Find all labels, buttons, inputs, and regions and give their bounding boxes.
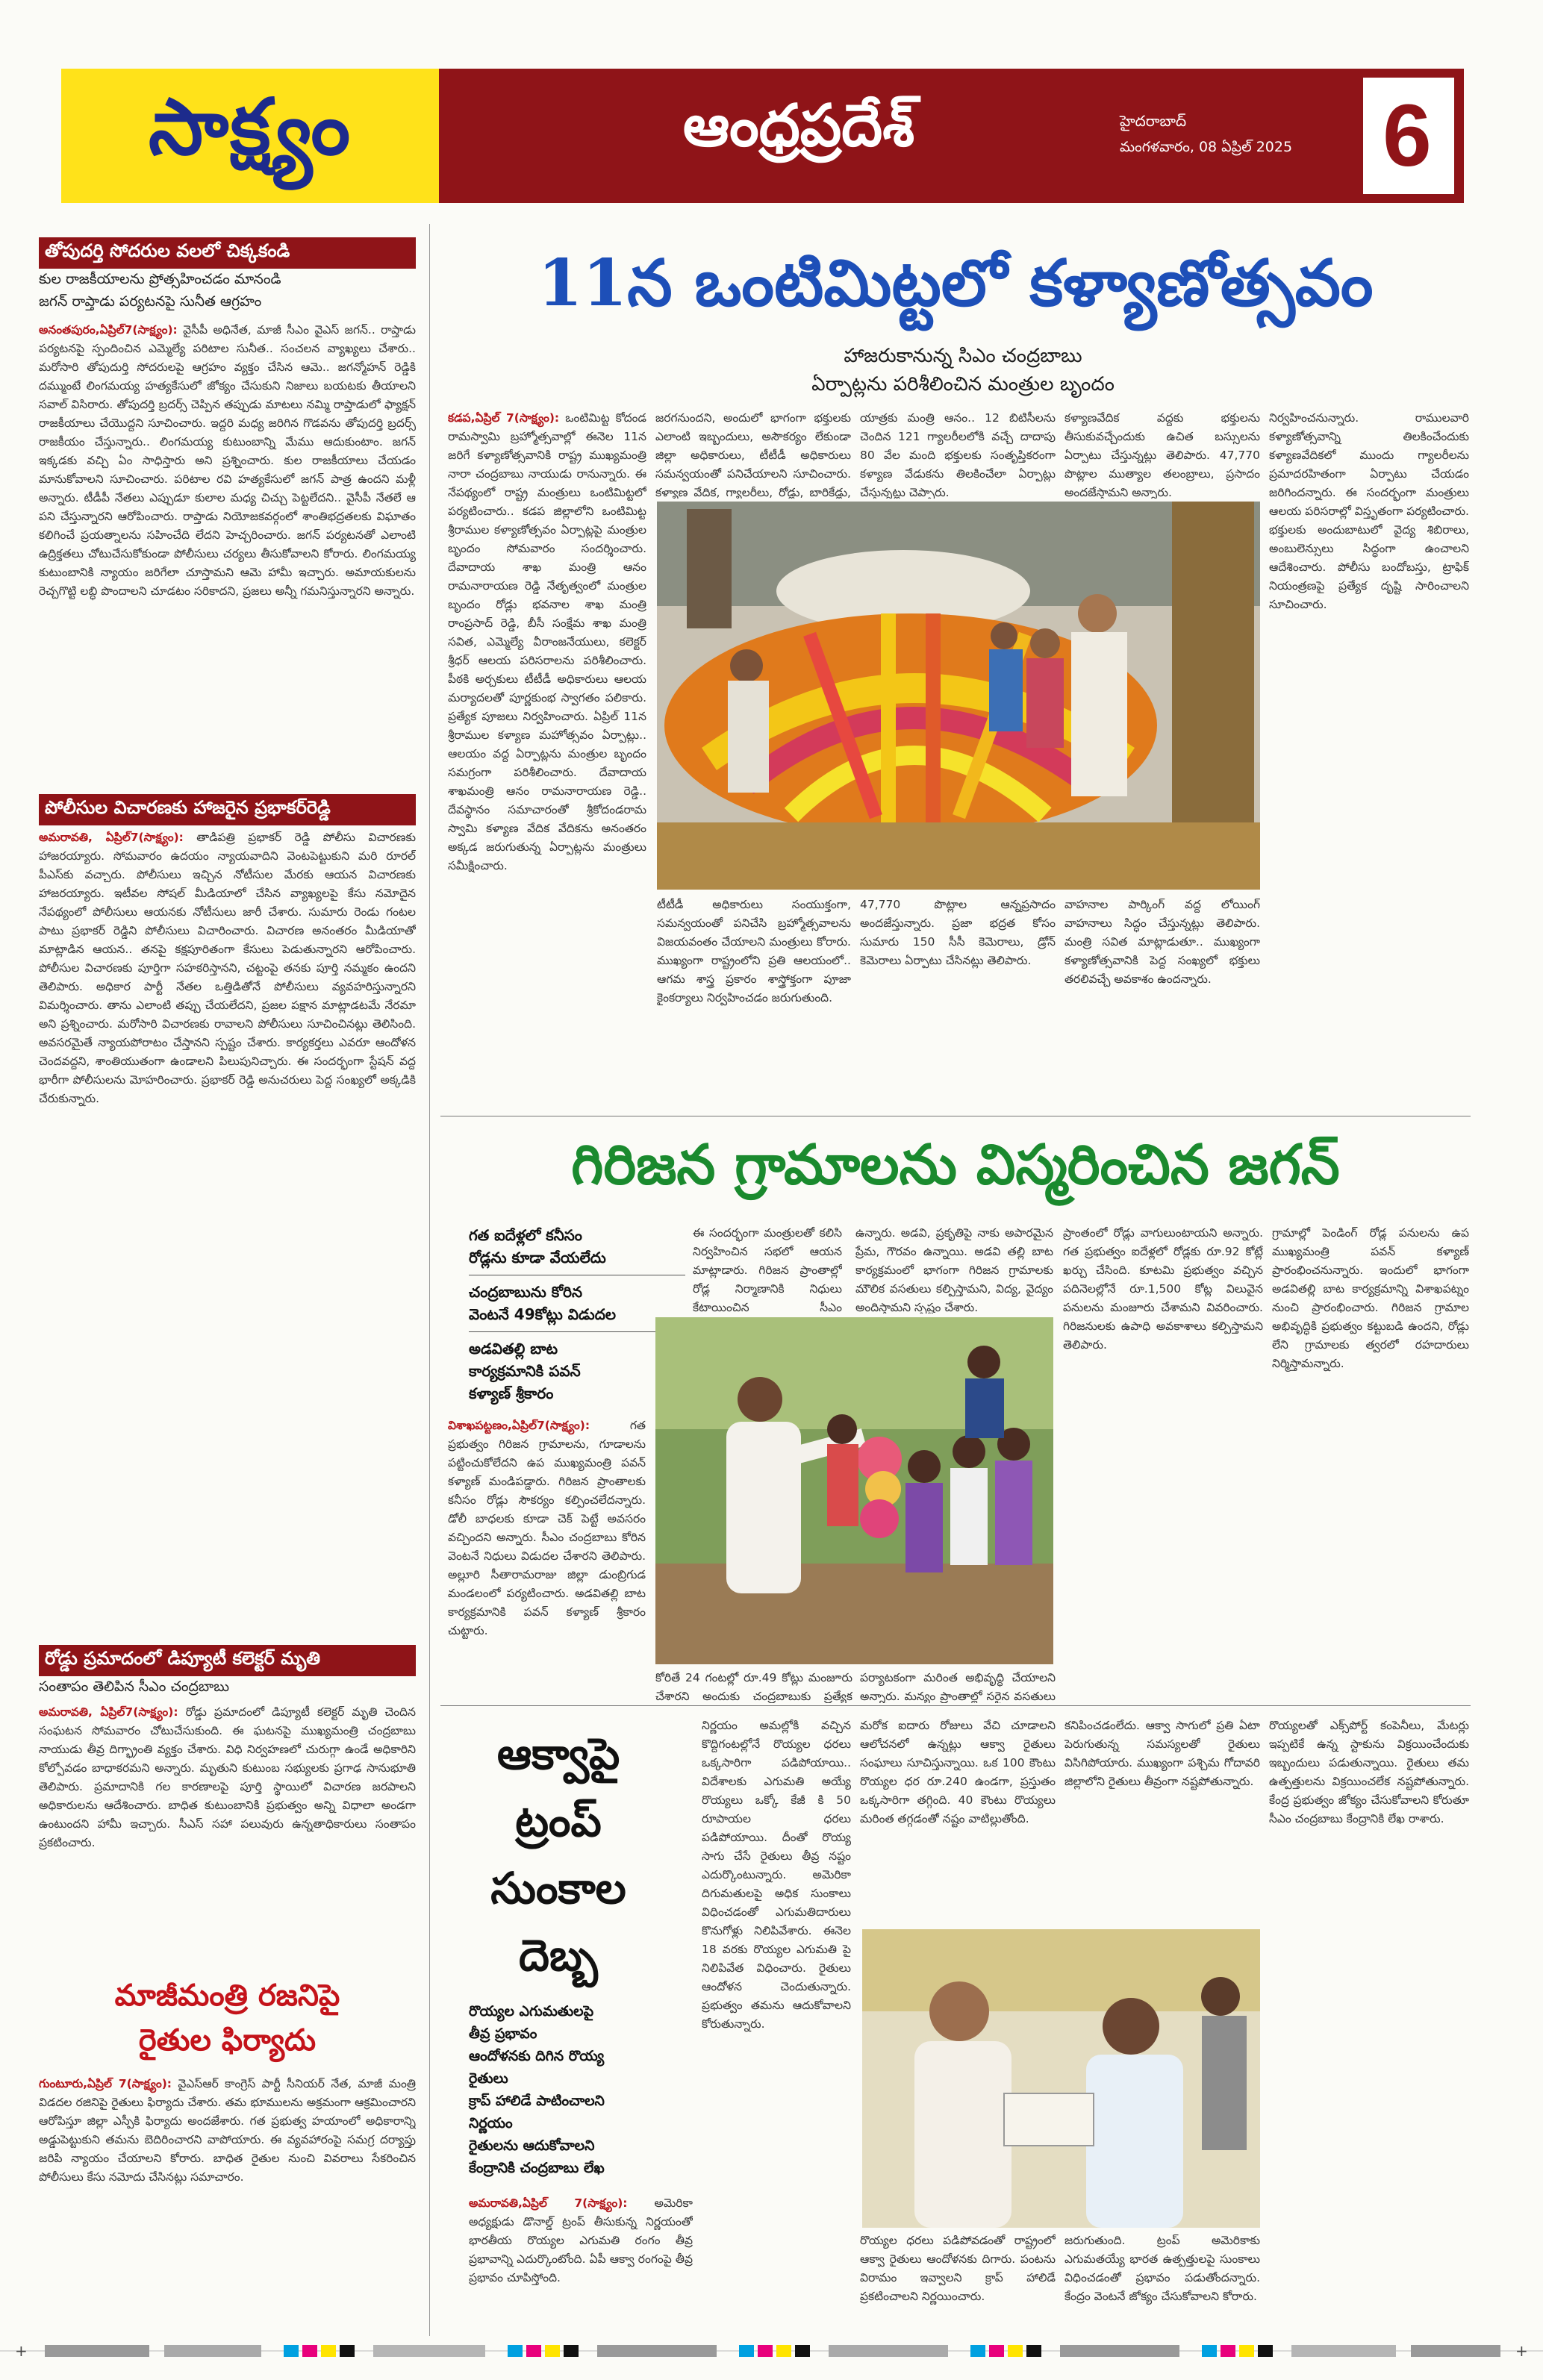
left-story2-dateline: అమరావతి, ఏప్రిల్7(సాక్ష్యం): — [39, 831, 184, 844]
left-story3-dateline: అమరావతి, ఏప్రిల్7(సాక్ష్యం): — [39, 1705, 178, 1719]
left-story4-text: వైఎస్ఆర్ కాంగ్రెస్ పార్టీ సీనియర్ నేత, మాజీ మంత్రి విడదల రజినిపై రైతులు ఫిర్యాదు చేశారు. తమ భూములను అక్రమంగా ఆక్రమించారని ఆరోపిస్తూ జిల్లా ఎస్పీకి ఫిర్యాదు అందజేశారు. గత ప్రభుత్వ హయాంలో అధికారాన్ని అడ్డుపెట్టుకుని తమను బెదిరించారని వాపోయారు. ఈ వ్యవహారంపై సమగ్ర దర్యాప్తు జరిపి న్యాయం చేయాలని కోరారు. బాధిత రైతుల నుంచి వివరాలు సేకరించిన పోలీసులు కేసు నమోదు చేసినట్లు సమాచారం. — [39, 2077, 416, 2184]
story2-col1 — [448, 1417, 646, 1700]
left-story4-headline-1: మాజీమంత్రి రజనిపై — [114, 1978, 340, 2013]
masthead-date: మంగళవారం, 08 ఏప్రిల్ 2025 — [1120, 139, 1293, 155]
left-story4-headline-2: రైతుల ఫిర్యాదు — [138, 2023, 317, 2058]
story1-col3: యాత్రకు మంత్రి ఆనం.. 12 బిటిసీలను చెందిన 121 గ్యాలరీలలోకి వచ్చే దాదాపు 80 వేల మంది భక్తులకు సంతృప్తికరంగా కళ్యాణ వేడుకను తిలకించేలా ఏర్పాట్లు చేస్తున్నట్లు చెప్పారు. — [860, 411, 1056, 499]
left-story4-dateline: గుంటూరు,ఏప్రిల్ 7(సాక్ష్యం): — [39, 2077, 172, 2090]
story1-col4: కళ్యాణవేదిక వద్దకు భక్తులను తీసుకువచ్చేందుకు ఉచిత బస్సులను ఏర్పాటు చేస్తున్నట్లు తెలిపారు. 47,770 పొట్లాల ముత్యాల తలంబ్రాలు, ప్రసాదం అందజేస్తామని అన్నారు. — [1064, 411, 1260, 499]
story3-lead — [469, 2194, 693, 2332]
story2-col3: ఉన్నారు. అడవి, ప్రకృతిపై నాకు అపారమైన ప్రేమ, గౌరవం ఉన్నాయి. అడవి తల్లి బాట కార్యక్రమంలో భాగంగా గిరిజన గ్రామాలకు మౌలిక వసతులు కల్పిస్తామని, విద్య, వైద్యం అందిస్తామని స్పష్టం చేశారు. — [855, 1226, 1053, 1314]
story2-point3-line1: అడవితల్లి బాట — [469, 1340, 558, 1358]
story3-below2: జరుగుతుంది. ట్రంప్ అమెరికాకు ఎగుమతయ్యే భారత ఉత్పత్తులపై సుంకాలు విధించడంతో ప్రభావం పడుతోందన్నారు. కేంద్రం వెంటనే జోక్యం చేసుకోవాలని కోరారు. — [1064, 2234, 1260, 2303]
story3-col2: మరోక ఐదారు రోజులు వేచి చూడాలని ఆలోచనలో ఉన్నట్లు ఆక్వా రైతులు సంఘాలు సూచిస్తున్నాయి. ఒక 100 కౌంటు రొయ్యల ధర రూ.240 ఉండగా, ప్రస్తుతం ఒక్కసారిగా తగ్గింది. 40 కౌంటు రొయ్యలు మరింత తగ్గడంతో నష్టం వాటిల్లుతోంది. — [860, 1719, 1056, 1825]
story2-point1-line1: గత ఐదేళ్లలో కనీసం — [469, 1226, 582, 1244]
story2-point3-line3: కళ్యాణ్ శ్రీకారం — [469, 1384, 554, 1402]
story1-deck-2: ఏర్పాట్లను పరిశీలించిన మంత్రుల బృందం — [811, 373, 1115, 396]
story1-col1 — [448, 409, 646, 1111]
svg-text:+: + — [1515, 2342, 1528, 2360]
masthead-logo: సాక్ష్యం — [148, 80, 352, 172]
left-story1-body — [39, 321, 416, 784]
story3-headline-line2: ట్రంప్ — [515, 1796, 602, 1846]
story3-sub8: కేంద్రానికి చంద్రబాబు లేఖ — [469, 2160, 605, 2176]
point-divider — [469, 1331, 685, 1332]
story3-sub2: తీవ్ర ప్రభావం — [469, 2026, 537, 2042]
story2-point2-line1: చంద్రబాబును కోరిన — [469, 1283, 583, 1301]
left-story1-sub2: జగన్ రాప్తాడు పర్యటనపై సునీత ఆగ్రహం — [39, 293, 262, 310]
story3-photo-graphic — [862, 1929, 1260, 2228]
left-story3-body — [39, 1703, 416, 1964]
left-story4-body — [39, 2075, 416, 2329]
story2-col2: ఈ సందర్భంగా మంత్రులతో కలిసి నిర్వహించిన సభలో ఆయన మాట్లాడారు. గిరిజన ప్రాంతాల్లో రోడ్ల నిర్మాణానికి నిధులు కేటాయించిన సీఎం — [693, 1226, 842, 1314]
story2-headline: గిరిజన గ్రామాలను విస్మరించిన జగన్ — [571, 1133, 1340, 1197]
story3-headline — [457, 1720, 660, 1989]
left-story3-text: రోడ్డు ప్రమాదంలో డిప్యూటీ కలెక్టర్ మృతి చెందిన సంఘటన సోమవారం చోటుచేసుకుంది. ఈ ఘటనపై ముఖ్యమంత్రి చంద్రబాబు నాయుడు తీవ్ర దిగ్భ్రాంతి వ్యక్తం చేశారు. విధి నిర్వహణలో చురుగ్గా ఉండే అధికారిని కోల్పోవడం బాధాకరమని అన్నారు. మృతుని కుటుంబ సభ్యులకు ప్రగాఢ సానుభూతి తెలిపారు. ప్రమాదానికి గల కారణాలపై పూర్తి స్థాయిలో విచారణ జరపాలని అధికారులను ఆదేశించారు. బాధిత కుటుంబానికి ప్రభుత్వం అన్ని విధాలా అండగా ఉంటుందని హామీ ఇచ్చారు. సీఎస్ సహా పలువురు ఉన్నతాధికారులు సంతాపం ప్రకటించారు. — [39, 1705, 416, 1849]
left-story1-dateline: అనంతపురం,ఏప్రిల్7(సాక్ష్యం): — [39, 323, 178, 337]
left-story1-headline: తోపుదర్తి సోదరుల వలలో చిక్కకండి — [39, 237, 416, 269]
left-story2-headline: పోలీసుల విచారణకు హాజరైన ప్రభాకర్‌రెడ్డి — [39, 794, 416, 825]
left-story3-sub: సంతాపం తెలిపిన సీఎం చంద్రబాబు — [39, 1678, 230, 1695]
story2-col1-text: గత ప్రభుత్వం గిరిజన గ్రామాలను, గూడాలను పట్టించుకోలేదని ఉప ముఖ్యమంత్రి పవన్ కళ్యాణ్ మండిపడ్డారు. గిరిజన ప్రాంతాలకు కనీసం రోడ్లు సౌకర్యం కల్పించలేదన్నారు. డోలీ బాధలకు కూడా చెక్ పెట్టే అవసరం వచ్చిందని అన్నారు. సీఎం చంద్రబాబు కోరిన వెంటనే నిధులు విడుదల చేశారని తెలిపారు. అల్లూరి సీతారామరాజు జిల్లా డుంబ్రిగుడ మండలంలో పర్యటించారు. అడవితల్లి బాట కార్యక్రమానికి పవన్ కళ్యాణ్ శ్రీకారం చుట్టారు. — [448, 1419, 646, 1637]
registration-marks — [0, 2336, 1543, 2366]
story3-sub5: క్రాప్ హాలిడే పాటించాలని — [469, 2093, 605, 2109]
left-story1-text: వైసీపీ అధినేత, మాజీ సీఎం వైఎస్ జగన్.. రాప్తాడు పర్యటనపై స్పందించిన ఎమ్మెల్యే పరిటాల సునీత.. సంచలన వ్యాఖ్యలు చేశారు.. మరోసారి తోపుదుర్తి సోదరులపై ఆగ్రహం వ్యక్తం చేసిన ఆమె.. జగన్మోహన్ రెడ్డికి దమ్ముంటే లింగమయ్య హత్యకేసులో జోక్యం చేసుకుని నిజాలు బయటకు తీయాలని సవాల్ విసిరారు. తోపుదర్తి బ్రదర్స్ చెప్పిన తప్పుడు మాటలు నమ్మి రాప్తాడులో ఫ్యాక్షన్ రాజకీయాలు చేయొద్దని సూచించారు. ఇద్దరి మధ్య జరిగిన గొడవను తోపుదర్తి బ్రదర్స్ రాజకీయం చేస్తున్నారు.. లింగమయ్య కుటుంబాన్ని మేము ఆదుకుంటాం. జగన్ ఇక్కడకు వచ్చి ఏం సాధిస్తారు అని ప్రశ్నించారు. కుల రాజకీయాలు చేయడం మానుకోవాలని సూచించారు. పరిటాల రవి హత్యకేసులో జగన్ పాత్ర ఉందని మళ్లీ అన్నారు. టీడీపీ నేతలు ఎప్పుడూ కులాల మధ్య చిచ్చు పెట్టలేదని.. వైసీపీ నేతలే ఆ పని చేస్తున్నారని ఆరోపించారు. రాప్తాడు నియోజకవర్గంలో శాంతిభద్రతలకు విఘాతం కలిగించే ప్రయత్నాలను సహించేది లేదని హెచ్చరించారు. జగన్ పర్యటనతో ఎలాంటి ఉద్రిక్తతలు చోటుచేసుకోకుండా పోలీసులు చర్యలు తీసుకోవాలని కోరారు. లింగమయ్య కుటుంబానికి న్యాయం జరిగేలా చూస్తామని ఆమె హామీ ఇచ్చారు. అమాయకులను రెచ్చగొట్టి లబ్ధి పొందాలని చూడటం సరికాదని, ప్రజలు అన్నీ గమనిస్తున్నారని అన్నారు. — [39, 323, 416, 598]
story2-point1-line2: రోడ్లను కూడా వేయలేదు — [469, 1249, 606, 1266]
left-story3-headline: రోడ్డు ప్రమాదంలో డిప్యూటీ కలెక్టర్ మృతి — [39, 1645, 416, 1676]
story3-sub3: ఆందోళనకు దిగిన రొయ్య — [469, 2048, 605, 2064]
story2-below1: కోరితే 24 గంటల్లో రూ.49 కోట్లు మంజూరు చేశారని అందుకు చంద్రబాబుకు ప్రత్యేక — [655, 1671, 852, 1703]
story2-col4: ప్రాంతంలో రోడ్లు వాగులుంటాయని అన్నారు. గత ప్రభుత్వం ఐదేళ్లలో రోడ్లకు రూ.92 కోట్లే ఖర్చు చేసింది. కూటమి ప్రభుత్వం వచ్చిన పదినెలల్లోనే రూ.1,500 కోట్ల విలువైన పనులను మంజూరు చేశామని వివరించారు. గిరిజనులకు ఉపాధి అవకాశాలు కల్పిస్తామని తెలిపారు. — [1063, 1226, 1263, 1352]
story3-sub6: నిర్ణయం — [469, 2115, 513, 2131]
story3-col1: నిర్ణయం అమల్లోకి వచ్చిన కొద్దిగంటల్లోనే రొయ్యల ధరలు ఒక్కసారిగా పడిపోయాయి.. విదేశాలకు ఎగుమతి అయ్యే రొయ్యలు ఒక్కో కేజీ కి 50 రూపాయల ధరలు పడిపోయాయి. దీంతో రొయ్య సాగు చేసే రైతులు తీవ్ర నష్టం ఎదుర్కొంటున్నారు. అమెరికా దిగుమతులపై అధిక సుంకాలు విధించడంతో ఎగుమతిదారులు కొనుగోళ్లు నిలిపివేశారు. ఈనెల 18 వరకు రొయ్యల ఎగుమతి పై నిలిపివేత విధించారు. రైతులు ఆందోళన చెందుతున్నారు. ప్రభుత్వం తమను ఆదుకోవాలని కోరుతున్నారు. — [702, 1719, 851, 2031]
story1-photo — [657, 502, 1260, 890]
left-story2-text: తాడిపత్రి ప్రభాకర్ రెడ్డి పోలీసు విచారణకు హాజరయ్యారు. సోమవారం ఉదయం న్యాయవాదిని వెంటపెట్టుకుని మరి రూరల్ పీఎస్‌కు వచ్చారు. పోలీసులు ఇచ్చిన నోటీసుల మేరకు ఆయన విచారణకు హాజరయ్యారు. ఇటీవల సోషల్ మీడియాలో చేసిన వ్యాఖ్యలపై కేసు నమోదైన నేపథ్యంలో పోలీసులు ఆయనకు నోటీసులు జారీ చేశారు. సుమారు రెండు గంటల పాటు ప్రభాకర్ రెడ్డిని పోలీసులు విచారించారు. విచారణ అనంతరం మీడియాతో మాట్లాడిన ఆయన.. తనపై కక్షపూరితంగా కేసులు పెడుతున్నారని ఆరోపించారు. పోలీసుల విచారణకు పూర్తిగా సహకరిస్తానని, చట్టంపై తనకు పూర్తి నమ్మకం ఉందని తెలిపారు. అధికార పార్టీ నేతల ఒత్తిడితోనే పోలీసులు వ్యవహరిస్తున్నారని విమర్శించారు. తాను ఎలాంటి తప్పు చేయలేదని, ప్రజల పక్షాన మాట్లాడటమే నేరమా అని ప్రశ్నించారు. మరోసారి విచారణకు రావాలని పోలీసులు సూచించినట్లు తెలిసింది. అవసరమైతే న్యాయపోరాటం చేస్తానని స్పష్టం చేశారు. కార్యకర్తలు ఎవరూ ఆందోళన చెందవద్దని, శాంతియుతంగా ఉండాలని పిలుపునిచ్చారు. ఈ సందర్భంగా స్టేషన్ వద్ద భారీగా పోలీసులను మోహరించారు. ప్రభాకర్ రెడ్డి అనుచరులు పెద్ద సంఖ్యలో అక్కడికి చేరుకున్నారు. — [39, 831, 416, 1105]
story3-below1: రొయ్యల ధరలు పడిపోవడంతో రాష్ట్రంలో ఆక్వా రైతులు ఆందోళనకు దిగారు. పంటను విరామం ఇవ్వాలని క్రాప్ హాలిడే ప్రకటించాలని నిర్ణయించారు. — [860, 2234, 1056, 2303]
story3-lead-text: అమెరికా అధ్యక్షుడు డొనాల్డ్ ట్రంప్ తీసుకున్న నిర్ణయంతో భారతీయ రొయ్యల ఎగుమతి రంగం తీవ్ర ప్రభావాన్ని ఎదుర్కొంటోంది. ఏపీ ఆక్వా రంగంపై తీవ్ర ప్రభావం చూపిస్తోంది. — [469, 2196, 693, 2284]
section-divider — [440, 1705, 1471, 1706]
story3-headline-line1: ఆక్వాపై — [496, 1728, 620, 1779]
story2-photo — [655, 1317, 1053, 1664]
story3-sub7: రైతులను ఆదుకోవాలని — [469, 2137, 595, 2154]
story1-below3: వాహనాల పార్కింగ్ వద్ద లోయింగ్ వాహనాలు సిద్ధం చేస్తున్నట్లు తెలిపారు. మంత్రి సవిత మాట్లాడుతూ.. ముఖ్యంగా కళ్యాణోత్సవానికి పెద్ద సంఖ్యలో భక్తులు తరలివచ్చే అవకాశం ఉందన్నారు. — [1064, 898, 1260, 986]
story2-photo-graphic — [655, 1317, 1053, 1664]
story2-below2: పర్యాటకంగా మరింత అభివృద్ధి చేయాలని అన్నారు. మన్యం ప్రాంతాల్లో సరైన వసతులు — [860, 1671, 1056, 1703]
story2-point2-line2: వెంటనే 49కోట్లు విడుదల — [469, 1305, 617, 1323]
story1-col2: జరగనుందని, అందులో భాగంగా భక్తులకు ఎలాంటి ఇబ్బందులు, అసౌకర్యం లేకుండా జిల్లా అధికారులు, టీటీడీ అధికారులు సమన్వయంతో పనిచేయాలని సూచించారు. కళ్యాణ వేదిక, గ్యాలరీలు, రోడ్లు, బారికేడ్లు, — [655, 411, 851, 499]
story2-point3-line2: కార్యక్రమానికి పవన్ — [469, 1362, 581, 1380]
column-rule — [429, 224, 430, 2336]
left-story1-sub1: కుల రాజకీయాలను ప్రోత్సహించడం మానండి — [39, 271, 281, 287]
story3-headline-line3: సుంకాల — [490, 1863, 626, 1914]
story3-photo — [862, 1929, 1260, 2228]
masthead-city: హైదరాబాద్ — [1120, 112, 1187, 130]
story1-below1: టీటీడీ అధికారులు సంయుక్తంగా, సమన్వయంతో పనిచేసి బ్రహ్మోత్సవాలను విజయవంతం చేయాలని మంత్రులు కోరారు. ముఖ్యంగా రాష్ట్రంలోని ప్రతి ఆలయంలో.. ఆగమ శాస్త్ర ప్రకారం శాస్త్రోక్తంగా పూజా కైంకర్యాలు నిర్వహించడం జరుగుతుంది. — [657, 898, 851, 1005]
story1-headline: 11న ఒంటిమిట్టలో కళ్యాణోత్సవం — [537, 246, 1374, 321]
story3-col3: కనిపించడంలేదు. ఆక్వా సాగులో ప్రతి ఏటా పెరుగుతున్న సమస్యలతో రైతులు విసిగిపోయారు. ముఖ్యంగా పశ్చిమ గోదావరి జిల్లాలోని రైతులు తీవ్రంగా నష్టపోతున్నారు. — [1064, 1719, 1260, 1788]
story1-col1-text: ఒంటిమిట్ట కోదండ రామస్వామి బ్రహ్మోత్సవాల్లో ఈనెల 11న జరిగే కళ్యాణోత్సవానికి రాష్ట్ర ముఖ్యమంత్రి నారా చంద్రబాబు నాయుడు రానున్నారు. ఈ నేపథ్యంలో రాష్ట్ర మంత్రులు ఒంటిమిట్టలో పర్యటించారు.. కడప జిల్లాలోని ఒంటిమిట్ట శ్రీరాముల కళ్యాణోత్సవం ఏర్పాట్లపై మంత్రుల బృందం సోమవారం సందర్శించారు. దేవాదాయ శాఖ మంత్రి ఆనం రామనారాయణ రెడ్డి నేతృత్వంలో మంత్రుల బృందం రోడ్లు భవనాల శాఖ మంత్రి రాంప్రసాద్ రెడ్డి, బీసీ సంక్షేమ శాఖ మంత్రి సవిత, ఎమ్మెల్యే వీరాంజనేయులు, కలెక్టర్ శ్రీధర్ ఆలయ పరిసరాలను పరిశీలించారు. పీఠకి అర్చకులు టీటీడీ అధికారులు ఆలయ మర్యాదలతో పూర్ణకుంభ స్వాగతం పలికారు. ప్రత్యేక పూజలు నిర్వహించారు. ఏప్రిల్ 11న శ్రీరాముల కళ్యాణ మహోత్సవం ఏర్పాట్లు.. ఆలయం వద్ద ఏర్పాట్లను మంత్రుల బృందం సమగ్రంగా పరిశీలించారు. దేవాదాయ శాఖమంత్రి ఆనం రామనారాయణ రెడ్డి.. దేవస్థానం సమాచారంతో శ్రీకోదండరామ స్వామి కళ్యాణ వేదిక వేదికను అనంతరం అక్కడ జరుగుతున్న ఏర్పాట్లను మంత్రులు సమీక్షించారు. — [448, 411, 646, 872]
page-number: 6 — [1383, 87, 1432, 185]
story1-below2: 47,770 పొట్లాల ఆన్నప్రసాదం అందజేస్తున్నారు. ప్రజా భద్రత కోసం సుమారు 150 సీసీ కెమెరాలు, డ్రోన్ కెమెరాలు ఏర్పాటు చేసినట్లు తెలిపారు. — [860, 898, 1056, 967]
story3-col4: రొయ్యలతో ఎక్స్‌పోర్ట్ కంపెనీలు, మేటర్లు ఇప్పటికే ఉన్న స్టాకును విక్రయించేందుకు ఇబ్బందులు పడుతున్నాయి. రైతులు తమ ఉత్పత్తులను విక్రయించలేక నష్టపోతున్నారు. కేంద్ర ప్రభుత్వం జోక్యం చేసుకోవాలని కోరుతూ సీఎం చంద్రబాబు కేంద్రానికి లేఖ రాశారు. — [1269, 1719, 1469, 1825]
story2-dateline: విశాఖపట్టణం,ఏప్రిల్7(సాక్ష్యం): — [448, 1419, 590, 1432]
story1-deck-1: హాజరుకానున్న సిఎం చంద్రబాబు — [844, 345, 1082, 367]
story3-sub1: రొయ్యల ఎగుమతులపై — [469, 2003, 594, 2020]
section-title: ఆంధ్రప్రదేశ్ — [682, 92, 915, 160]
print-registration-bar — [0, 2336, 1543, 2366]
story1-col5: నిర్వహించనున్నారు. రాములవారి కళ్యాణోత్సవాన్ని తిలకించేందుకు కళ్యాణవేదికలో ముందు గ్యాలరీలను ప్రమాదరహితంగా ఏర్పాటు చేయడం జరిగిందన్నారు. ఈ సందర్భంగా మంత్రులు ఆలయ పరిసరాల్లో విస్తృతంగా పర్యటించారు. భక్తులకు అందుబాటులో వైద్య శిబిరాలు, అంబులెన్సులు సిద్ధంగా ఉంచాలని ఆదేశించారు. పోలీసు బందోబస్తు, ట్రాఫిక్ నియంత్రణపై ప్రత్యేక దృష్టి సారించాలని సూచించారు. — [1269, 411, 1469, 611]
story3-headline-line4: దెబ్బ — [519, 1930, 598, 1981]
story3-dateline: అమరావతి,ఏప్రిల్ 7(సాక్ష్యం): — [469, 2196, 628, 2210]
story1-photo-graphic — [657, 502, 1260, 890]
story1-dateline: కడప,ఏప్రిల్ 7(సాక్ష్యం): — [448, 411, 560, 425]
left-story2-body — [39, 828, 416, 1634]
story2-col5: గ్రామాల్లో పెండింగ్ రోడ్ల పనులను ఉప ముఖ్యమంత్రి పవన్ కళ్యాణ్ ప్రారంభించనున్నారు. ఇందులో భాగంగా అడవితల్లి బాట కార్యక్రమాన్ని విశాఖపట్నం నుంచి ప్రారంభించారు. గిరిజన గ్రామాల అభివృద్ధికి ప్రభుత్వం కట్టుబడి ఉందని, రోడ్లు లేని గ్రామాలకు త్వరలో రహదారులు నిర్మిస్తామన్నారు. — [1272, 1226, 1469, 1370]
story3-sub4: రైతులు — [469, 2070, 508, 2087]
svg-text:+: + — [15, 2342, 28, 2360]
